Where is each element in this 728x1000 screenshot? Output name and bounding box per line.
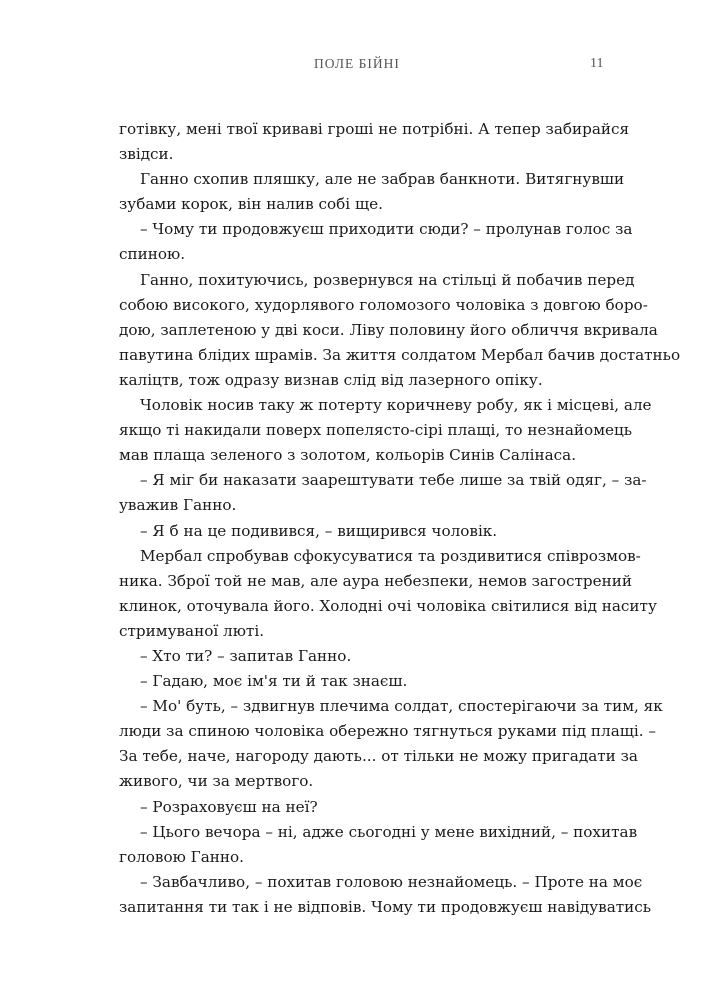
text-line: Ганно, похитуючись, розвернувся на стільці й побачив перед — [140, 270, 635, 289]
text-line: – Розраховуєш на неї? — [140, 797, 318, 816]
text-line: звідси. — [119, 145, 174, 164]
text-line: спиною. — [119, 245, 186, 264]
text-line: Мербал спробував сфокусуватися та роздивитися співрозмов- — [140, 546, 641, 565]
page-number: 11 — [590, 56, 604, 71]
text-line: клинок, оточувала його. Холодні очі чоловіка світилися від наситу — [119, 596, 657, 615]
text-line: – Хто ти? – запитав Ганно. — [140, 646, 352, 665]
text-line: живого, чи за мертвого. — [119, 772, 314, 791]
text-line: зубами корок, він налив собі ще. — [119, 195, 383, 214]
text-line: уважив Ганно. — [119, 496, 237, 515]
text-line: дою, заплетеною у дві коси. Ліву половину його обличчя вкривала — [119, 320, 658, 339]
text-line: собою високого, худорлявого голомозого чоловіка з довгою боро- — [119, 295, 648, 314]
text-line: павутина блідих шрамів. За життя солдатом Мербал бачив достатньо — [119, 345, 681, 364]
text-line: – Я міг би наказати заарештувати тебе лише за твій одяг, – за- — [140, 471, 647, 490]
text-line: – Мо' буть, – здвигнув плечима солдат, спостерігаючи за тим, як — [140, 697, 663, 716]
text-line: стримуваної люті. — [119, 621, 265, 640]
text-line: – Цього вечора – ні, адже сьогодні у мене вихідний, – похитав — [140, 822, 638, 841]
text-line: ника. Зброї той не мав, але аура небезпеки, немов загострений — [119, 571, 633, 590]
text-line: запитання ти так і не відповів. Чому ти продовжуєш навідуватись — [119, 897, 652, 916]
text-line: люди за спиною чоловіка обережно тягнуться руками під плащі. – — [119, 722, 656, 741]
text-line: – Завбачливо, – похитав головою незнайомець. – Проте на моє — [140, 872, 643, 891]
body-text — [119, 117, 681, 920]
text-line: – Я б на це подивився, – вищирився чоловік. — [140, 521, 498, 540]
text-line: головою Ганно. — [119, 847, 244, 866]
text-line: За тебе, наче, нагороду дають... от тільки не можу пригадати за — [119, 747, 638, 766]
text-line: якщо ті накидали поверх попелясто-сірі плащі, то незнайомець — [119, 421, 633, 440]
text-line: готівку, мені твої криваві гроші не потрібні. А тепер забирайся — [119, 120, 630, 138]
text-line: – Гадаю, моє ім'я ти й так знаєш. — [140, 672, 408, 691]
running-head — [0, 56, 728, 80]
text-line: Чоловік носив таку ж потерту коричневу робу, як і місцеві, але — [140, 396, 652, 415]
text-line: каліцтв, тож одразу визнав слід від лазерного опіку. — [119, 370, 543, 389]
text-line: – Чому ти продовжуєш приходити сюди? – пролунав голос за — [140, 220, 633, 239]
text-line: мав плаща зеленого з золотом, кольорів Синів Салінаса. — [119, 446, 577, 465]
book-title: ПОЛЕ БІЙНІ — [314, 56, 400, 71]
text-line: Ганно схопив пляшку, але не забрав банкноти. Витягнувши — [140, 170, 625, 189]
